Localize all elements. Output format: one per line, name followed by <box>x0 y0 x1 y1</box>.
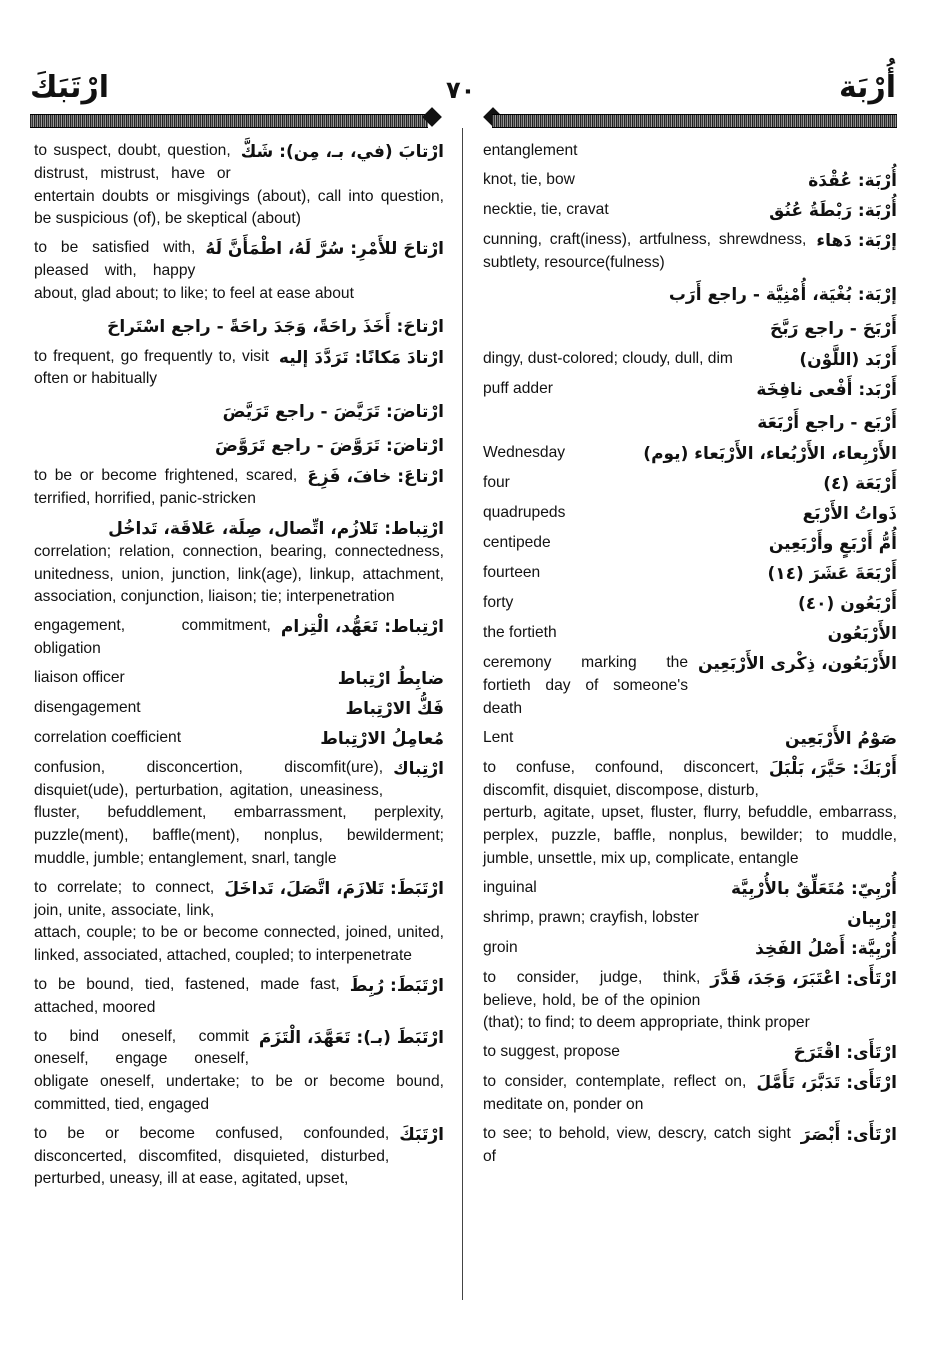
entry-arabic-headword: ارْتِباط: تَعَهُّد، الْتِزام <box>280 617 444 638</box>
dictionary-entry <box>483 562 897 586</box>
entry-arabic-headword: ارْتَبَطَ (بـ): تَعَهَّدَ، الْتَزَمَ <box>258 1027 444 1048</box>
entry-english-definition: shrimp, prawn; crayfish, lobster <box>483 908 699 926</box>
entry-arabic-headword: أُرْبَة: رَبْطَةُ عُنُق <box>769 200 897 221</box>
dictionary-entry <box>34 877 444 968</box>
entry-english-definition: quadrupeds <box>483 504 566 522</box>
entry-arabic-headword: ارْتَبَطَ: تَلازَمَ، اتَّصَلَ، تَداخَلَ <box>224 878 444 899</box>
dictionary-entry <box>483 442 897 466</box>
entry-english-definition: groin <box>483 938 518 956</box>
entry-english-definition: ceremony marking the fortieth day of someone's death <box>483 654 689 717</box>
entry-english-definition: correlation coefficient <box>34 728 182 746</box>
header-rule-right <box>492 114 897 128</box>
left-column <box>34 140 444 1197</box>
entry-arabic-headword: ارْتَأَى: أَبْصَرَ <box>800 1124 897 1145</box>
entry-arabic-headword: ارْتَبَطَ: رُبِطَ <box>349 975 444 996</box>
entry-english-definition: to correlate; to connect, join, unite, associate, link, attach, couple; to be or become connected, joined, united, linked, associated, attached, coupled; to interpenetrate <box>34 878 444 965</box>
entry-english-definition: to be satisfied with, pleased with, happy about, glad about; to like; to feel at ease about <box>34 239 354 302</box>
entry-arabic-headword: ذَواتُ الأَرْبَع <box>802 504 897 525</box>
entry-english-definition: to consider, contemplate, reflect on, meditate on, ponder on <box>483 1073 747 1113</box>
dictionary-entry <box>34 615 444 661</box>
dictionary-entry <box>483 907 897 931</box>
entry-arabic-headword: أُرْبِيَّة: أَصْلُ الفَخِذ <box>755 938 897 959</box>
entry-arabic-headword: ارْتابَ (في، بـ، مِن): شَكَّ <box>240 142 444 162</box>
entry-arabic-headword: إرْبَة: دَهاء <box>816 230 897 251</box>
dictionary-entry <box>483 622 897 646</box>
column-divider <box>462 128 463 1300</box>
dictionary-entry <box>483 140 897 163</box>
entry-english-definition: disengagement <box>34 698 141 716</box>
entry-arabic-headword: صَوْمُ الأَرْبَعِين <box>785 728 897 749</box>
header-rule-left <box>30 114 428 128</box>
entry-arabic-headword: ارْتادَ مَكانًا: تَرَدَّدَ إليه <box>278 347 444 368</box>
dictionary-entry <box>483 1071 897 1117</box>
entry-arabic-headword: الأَرْبَعُون، ذِكْرى الأَرْبَعِين <box>698 654 897 675</box>
dictionary-entry <box>34 1123 444 1191</box>
header-right-word: أُرْبَة <box>838 70 896 105</box>
entry-arabic-headword: ارْتِباط: تَلازُم، اتِّصال، صِلَة، عَلاقَة، تَداخُل <box>108 518 444 539</box>
dictionary-crossref: ارْتاحَ: أَخَذَ راحَةً، وَجَدَ راحَةً - راجع اسْتَراحَ <box>107 316 444 337</box>
entry-english-definition: to bind oneself, commit oneself, engage oneself, obligate oneself, undertake; to be or become bound, committed, tied, engaged <box>34 1027 444 1113</box>
entry-english-definition: knot, tie, bow <box>483 170 575 188</box>
entry-arabic-headword: ارْتاحَ للأَمْرِ: سُرَّ لَهُ، اطْمَأَنَّ لَهُ <box>205 239 444 260</box>
dictionary-entry <box>34 517 444 609</box>
entry-english-definition: to suggest, propose <box>483 1043 620 1061</box>
dictionary-crossref: إرْبَة: بُغْيَة، أُمْنِيَّة - راجع أَرَب <box>668 285 897 306</box>
dictionary-entry <box>483 169 897 193</box>
entry-arabic-headword: ارْتاعَ: خافَ، فَزِعَ <box>307 467 444 488</box>
dictionary-entry <box>483 877 897 901</box>
dictionary-entry <box>483 348 897 372</box>
entry-english-definition: confusion, disconcertion, discomfit(ure), disquiet(ude), perturbation, agitation, uneasiness, fluster, befuddlement, embarrassment, perplexity, puzzle(ment), baffle(ment), nonplus, bewilderment; muddle, jumble; entanglement, snarl, tangle <box>34 758 444 867</box>
page-number: ٧٠ <box>446 76 476 104</box>
dictionary-crossref: ارْتاضَ: تَرَيَّضَ - راجع تَرَيَّضَ <box>222 402 444 423</box>
entry-arabic-headword: أَرْبَعَة (٤) <box>823 474 897 495</box>
dictionary-entry <box>483 757 897 871</box>
entry-english-definition: to be or become frightened, scared, terrified, horrified, panic-stricken <box>34 467 298 507</box>
dictionary-entry <box>483 1123 897 1169</box>
entry-english-definition: to frequent, go frequently to, visit often or habitually <box>34 347 269 388</box>
entry-arabic-headword: أَرْبَد (اللَّوْن) <box>799 350 897 371</box>
dictionary-entry <box>483 532 897 556</box>
dictionary-entry <box>483 502 897 526</box>
entry-arabic-headword: أُرْبِيّ: مُتَعَلِّقٌ بالأُرْبِيَّة <box>731 878 897 899</box>
dictionary-entry <box>34 465 444 511</box>
entry-arabic-headword: فَكُّ الارْتِباط <box>345 698 444 719</box>
dictionary-crossref: ارْتاضَ: تَرَوَّضَ - راجع تَرَوَّضَ <box>214 436 444 457</box>
entry-arabic-headword: أُرْبَة: عُقْدَة <box>808 170 897 191</box>
entry-english-definition: centipede <box>483 534 551 552</box>
entry-english-definition: Lent <box>483 728 514 746</box>
dictionary-crossref: أَرْبَحَ - راجع رَبَّحَ <box>770 319 897 340</box>
entry-english-definition: the fortieth <box>483 624 557 642</box>
dictionary-entry <box>483 592 897 616</box>
entry-arabic-headword: أَرْبَعَةَ عَشَرَ (١٤) <box>767 564 897 585</box>
dictionary-entry <box>34 757 444 871</box>
dictionary-entry <box>483 727 897 751</box>
dictionary-entry <box>483 937 897 961</box>
entry-english-definition: four <box>483 474 510 492</box>
entry-arabic-headword: ارْتَأَى: اعْتَبَرَ، وَجَدَ، قَدَّرَ <box>710 968 897 989</box>
entry-english-definition: inguinal <box>483 878 537 896</box>
entry-english-definition: forty <box>483 594 514 612</box>
entry-english-definition: to suspect, doubt, question, distrust, mistrust, have or entertain doubts or misgivings (about), call into question, be suspicious (of), be skeptical (about) <box>34 142 444 228</box>
dictionary-entry <box>483 967 897 1035</box>
entry-arabic-headword: ارْتِباك <box>393 758 444 779</box>
entry-english-definition: Wednesday <box>483 444 566 462</box>
entry-arabic-headword: ارْتَأَى: اقْتَرَحَ <box>793 1043 897 1064</box>
entry-arabic-headword: أُمُّ أَرْبَعٍ وأَرْبَعِين <box>768 534 897 555</box>
entry-arabic-headword: ارْتَأَى: تَدَبَّرَ، تَأَمَّلَ <box>756 1073 897 1094</box>
dictionary-entry <box>483 1041 897 1065</box>
entry-english-definition: to see; to behold, view, descry, catch sight of <box>483 1124 791 1165</box>
entry-english-definition: entanglement <box>483 142 578 159</box>
entry-arabic-headword: أَرْبَكَ: حَيَّرَ، بَلْبَلَ <box>768 758 897 779</box>
entry-english-definition: engagement, commitment, obligation <box>34 617 271 657</box>
dictionary-entry <box>34 667 444 691</box>
entry-english-definition: to be bound, tied, fastened, made fast, attached, moored <box>34 975 340 1016</box>
entry-english-definition: cunning, craft(iness), artfulness, shrewdness, subtlety, resource(fulness) <box>483 230 807 271</box>
dictionary-entry <box>483 472 897 496</box>
entry-english-definition: dingy, dust-colored; cloudy, dull, dim <box>483 350 733 368</box>
dictionary-entry <box>34 727 444 751</box>
entry-english-definition: liaison officer <box>34 668 125 686</box>
entry-arabic-headword: الأَرْبَعُون <box>827 624 897 645</box>
dictionary-entry <box>34 1026 444 1117</box>
entry-arabic-headword: ارْتَبَكَ <box>399 1124 444 1145</box>
dictionary-entry <box>34 237 444 305</box>
entry-english-definition: to consider, judge, think, believe, hold, be of the opinion (that); to find; to deem appropriate, think proper <box>483 968 810 1032</box>
entry-english-definition: fourteen <box>483 564 541 582</box>
dictionary-entry <box>483 199 897 223</box>
entry-english-definition: to be or become confused, confounded, disconcerted, discomfited, disquieted, disturbed, perturbed, uneasy, ill at ease, agitated, upset, <box>34 1124 390 1188</box>
entry-arabic-headword: ضابِطُ ارْتِباط <box>337 668 444 689</box>
dictionary-entry <box>483 229 897 275</box>
dictionary-entry <box>34 697 444 721</box>
header-left-word: ارْتَبَكَ <box>30 70 109 105</box>
dictionary-crossref: أَرْبَع - راجع أَرْبَعَة <box>757 413 897 434</box>
entry-arabic-headword: أَرْبَد: أَفْعى نافِخَة <box>756 380 897 401</box>
dictionary-entry <box>34 346 444 392</box>
dictionary-entry <box>34 974 444 1020</box>
dictionary-entry <box>34 140 444 231</box>
entry-arabic-headword: الأَرْبِعاء، الأَرْبُعاء، الأَرْبَعاء (يوم) <box>643 444 897 465</box>
dictionary-entry <box>483 652 897 720</box>
entry-english-definition: correlation; relation, connection, bearing, connectedness, unitedness, union, junction, link(age), linkup, attachment, association, conjunction, liaison; tie; interpenetration <box>34 542 444 606</box>
entry-english-definition: puff adder <box>483 380 553 398</box>
entry-arabic-headword: أَرْبَعُون (٤٠) <box>798 594 897 615</box>
entry-arabic-headword: مُعامِلُ الارْتِباط <box>320 728 444 749</box>
entry-english-definition: to confuse, confound, disconcert, discomfit, disquiet, discompose, disturb, perturb, agitate, upset, fluster, flurry, befuddle, embarrass, perplex, puzzle, baffle, nonplus, bewilder; to muddle, jumble, unsettle, mix up, complicate, entangle <box>483 758 897 867</box>
dictionary-entry <box>483 378 897 402</box>
right-column <box>483 140 897 1174</box>
entry-english-definition: necktie, tie, cravat <box>483 200 609 218</box>
entry-arabic-headword: إرْبِيان <box>847 908 897 929</box>
